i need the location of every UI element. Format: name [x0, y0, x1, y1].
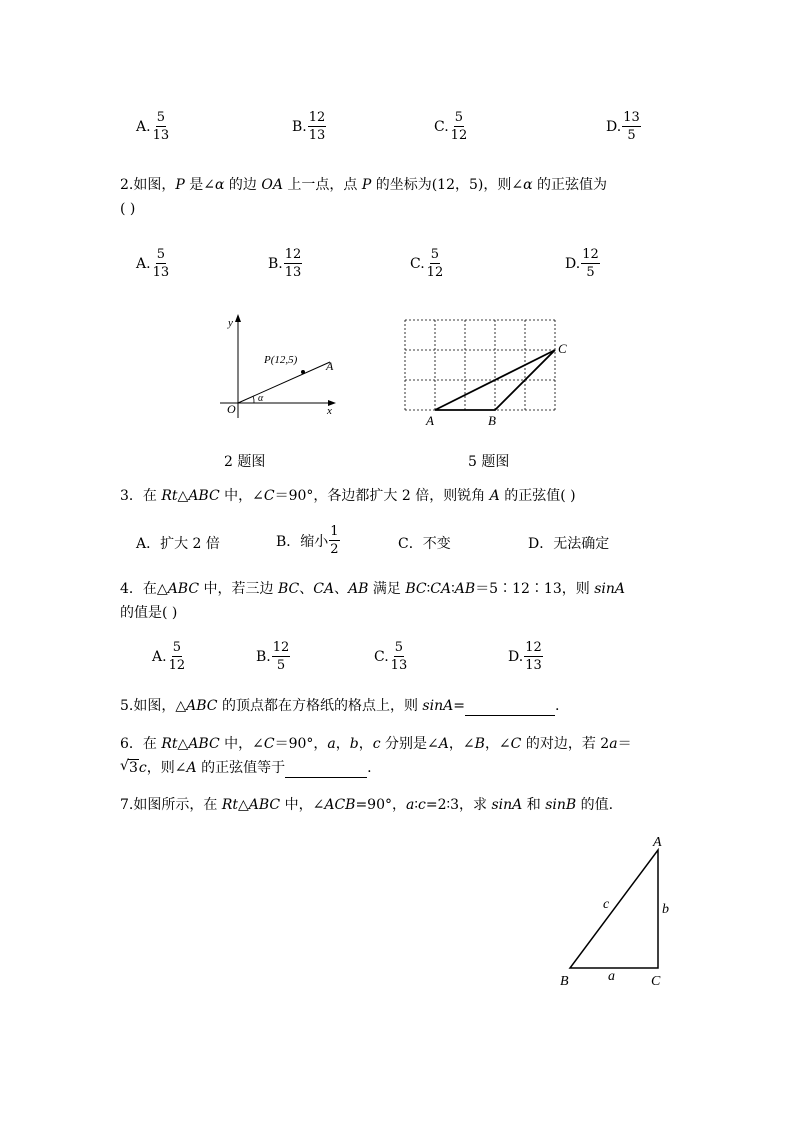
numerator: 5 [156, 110, 165, 125]
var: sinA [422, 698, 454, 714]
denominator: 2 [330, 542, 339, 557]
var: C [263, 488, 275, 504]
denominator: 5 [627, 128, 636, 143]
q1-option-d [606, 110, 641, 143]
fraction [308, 110, 327, 143]
var: b [349, 736, 359, 752]
var: ABC [167, 581, 200, 597]
a-label: A [426, 413, 434, 428]
text: △ [177, 736, 189, 752]
var: ABC [188, 488, 220, 504]
text: ∶ [451, 581, 455, 597]
denominator: 13 [390, 658, 408, 673]
y-axis-arrow [235, 314, 241, 322]
denominator: 12 [450, 128, 468, 143]
var: ABC [188, 736, 220, 752]
figure-q5-grid [396, 312, 581, 430]
text: 中，∠ [280, 797, 325, 813]
var: B [474, 736, 485, 752]
x-label: x [327, 405, 332, 417]
text: ，∠ [448, 736, 475, 752]
text: ， [358, 736, 373, 752]
fraction [168, 640, 187, 673]
var: CA [430, 581, 452, 597]
text: 4．在△ [120, 581, 168, 597]
var: α [523, 177, 533, 193]
text: 2.如图， [120, 177, 176, 193]
var: AB [454, 581, 476, 597]
option-letter: A. [136, 255, 151, 272]
side-b-label: b [662, 902, 669, 917]
option-letter: D. [565, 255, 581, 272]
numerator: 5 [172, 640, 181, 655]
q2-question [120, 176, 607, 194]
text: 、 [334, 581, 349, 597]
answer-blank[interactable] [465, 697, 555, 716]
var: a [609, 736, 618, 752]
var: sinA [594, 581, 625, 597]
q2-option-b [268, 247, 302, 280]
fraction [450, 110, 469, 143]
option-letter: C. [374, 648, 389, 665]
numerator: 12 [582, 247, 599, 262]
text: 的值. [576, 797, 614, 813]
text: 的对边，若 2 [521, 736, 610, 752]
text: ， [335, 736, 350, 752]
text: = [453, 698, 465, 714]
text: 中，若三边 [199, 581, 278, 597]
q6-question-line2 [120, 759, 372, 778]
text: =90°， [355, 797, 406, 813]
option-letter: C. [410, 255, 425, 272]
fraction [272, 640, 291, 673]
caption-fig2: 2 题图 [224, 454, 266, 470]
var: A [438, 736, 449, 752]
text: 的正弦值等于 [196, 760, 286, 776]
q1-option-a [136, 110, 170, 143]
var: α [214, 177, 225, 193]
var: CA [313, 581, 335, 597]
var: Rt [221, 797, 238, 813]
fraction [581, 247, 600, 280]
text: 上一点，点 [282, 177, 362, 193]
sqrt-symbol: √ [120, 758, 129, 774]
option-text: B．缩小 [276, 533, 329, 550]
q3-question [120, 487, 576, 505]
text: ＝5∶12∶13，则 [475, 581, 595, 597]
alpha-label: α [258, 393, 264, 404]
c-label: C [558, 341, 567, 356]
text: 3．在 [120, 488, 162, 504]
figure-q7-right-triangle [552, 830, 682, 995]
denominator: 13 [308, 128, 326, 143]
text: 中，∠ [219, 736, 264, 752]
q3-option-b [276, 524, 340, 557]
radicand: 3 [129, 760, 138, 776]
text: . [367, 760, 372, 776]
var: sinB [545, 797, 577, 813]
text: 5.如图，△ [120, 698, 187, 714]
fraction [152, 247, 171, 280]
numerator: 12 [308, 110, 326, 125]
option-letter: B. [268, 255, 283, 272]
q4-option-a [152, 640, 186, 673]
origin-label: O [227, 402, 236, 416]
numerator: 12 [284, 247, 302, 262]
q4-option-d [508, 640, 543, 673]
y-label: y [228, 317, 233, 329]
point-p-label: P(12,5) [264, 354, 298, 366]
text: 7.如图所示，在 [120, 797, 222, 813]
ray-oa [238, 362, 330, 403]
q2-option-a [136, 247, 170, 280]
var: ABC [248, 797, 281, 813]
text: 的顶点都在方格纸的格点上，则 [217, 698, 423, 714]
var: a [406, 797, 415, 813]
var: BC [405, 581, 427, 597]
sqrt-expression [120, 759, 139, 777]
q3-option-a: A．扩大 2 倍 [136, 536, 220, 552]
triangle-abc [570, 850, 658, 968]
q2-option-c [410, 247, 444, 280]
text: 的正弦值为 [532, 177, 608, 193]
b-vertex-label: B [560, 974, 569, 989]
point-p [301, 370, 305, 374]
q5-question [120, 697, 559, 716]
option-letter: D. [606, 118, 622, 135]
text: 和 [522, 797, 546, 813]
q2-option-d [565, 247, 600, 280]
var: Rt [161, 488, 178, 504]
fraction [284, 247, 303, 280]
option-letter: A. [136, 118, 151, 135]
text: =2∶3，求 [425, 797, 492, 813]
q7-question [120, 796, 613, 814]
var: A [489, 488, 500, 504]
q4-question [120, 580, 625, 598]
var: P [175, 177, 185, 193]
denominator: 13 [152, 265, 170, 280]
q3-option-c: C．不变 [398, 536, 451, 552]
q1-option-c [434, 110, 468, 143]
text: 的正弦值( ) [499, 488, 576, 504]
text: ＝ [617, 736, 632, 752]
text: 满足 [368, 581, 406, 597]
side-c-label: c [603, 897, 610, 912]
text: 6．在 [120, 736, 162, 752]
numerator: 12 [272, 640, 290, 655]
denominator: 13 [284, 265, 302, 280]
fraction [524, 640, 543, 673]
numerator: 5 [156, 247, 165, 262]
numerator: 5 [454, 110, 464, 125]
q4-option-b [256, 640, 290, 673]
fraction [426, 247, 445, 280]
fraction [329, 524, 339, 557]
text: . [554, 698, 560, 714]
fraction [390, 640, 409, 673]
text: ，则∠ [146, 760, 187, 776]
side-a-label: a [608, 969, 615, 984]
option-letter: B. [256, 648, 271, 665]
var: c [138, 760, 147, 776]
numerator: 13 [623, 110, 640, 125]
text: 是∠ [184, 177, 215, 193]
denominator: 13 [525, 658, 542, 673]
c-vertex-label: C [651, 974, 661, 989]
q1-option-b [292, 110, 326, 143]
var: c [418, 797, 426, 813]
var: P [361, 177, 372, 193]
figure-q2-coordinate [210, 310, 350, 422]
angle-arc [253, 396, 254, 403]
numerator: 1 [330, 524, 339, 539]
q4-option-c [374, 640, 408, 673]
numerator: 12 [525, 640, 542, 655]
denominator: 12 [168, 658, 186, 673]
option-letter: A. [152, 648, 167, 665]
q3-option-d: D．无法确定 [528, 536, 610, 552]
var: c [372, 736, 381, 752]
q6-question [120, 735, 632, 753]
text: △ [177, 488, 189, 504]
answer-blank[interactable] [285, 759, 367, 778]
var: BC [277, 581, 300, 597]
b-label: B [488, 413, 496, 428]
var: ABC [186, 698, 218, 714]
option-letter: B. [292, 118, 307, 135]
var: a [327, 736, 336, 752]
text: 、 [299, 581, 314, 597]
var: Rt [161, 736, 178, 752]
text: ∶ [414, 797, 419, 813]
var: AB [348, 581, 369, 597]
denominator: 5 [276, 658, 286, 673]
numerator: 5 [394, 640, 404, 655]
var: C [510, 736, 522, 752]
a-vertex-label: A [653, 835, 662, 850]
var: OA [261, 177, 283, 193]
text: △ [237, 797, 249, 813]
text: ＝90°，各边都扩大 2 倍，则锐角 [274, 488, 490, 504]
caption-fig5: 5 题图 [468, 454, 510, 470]
fraction [622, 110, 641, 143]
var: sinA [491, 797, 523, 813]
text: ，∠ [484, 736, 511, 752]
var: ACB [324, 797, 356, 813]
q4-question-line2: 的值是( ) [120, 605, 178, 621]
option-letter: C. [434, 118, 449, 135]
a-label: A [326, 359, 334, 373]
numerator: 5 [430, 247, 440, 262]
fraction [152, 110, 171, 143]
text: 的坐标为(12，5)，则∠ [371, 177, 524, 193]
denominator: 5 [586, 265, 595, 280]
var: A [186, 760, 197, 776]
option-letter: D. [508, 648, 524, 665]
q2-answer-paren: ( ) [120, 201, 136, 217]
text: 分别是∠ [380, 736, 439, 752]
denominator: 13 [152, 128, 170, 143]
denominator: 12 [426, 265, 444, 280]
text: 的边 [224, 177, 262, 193]
text: ∶ [426, 581, 431, 597]
text: 中，∠ [219, 488, 264, 504]
var: C [263, 736, 275, 752]
text: ＝90°， [274, 736, 328, 752]
